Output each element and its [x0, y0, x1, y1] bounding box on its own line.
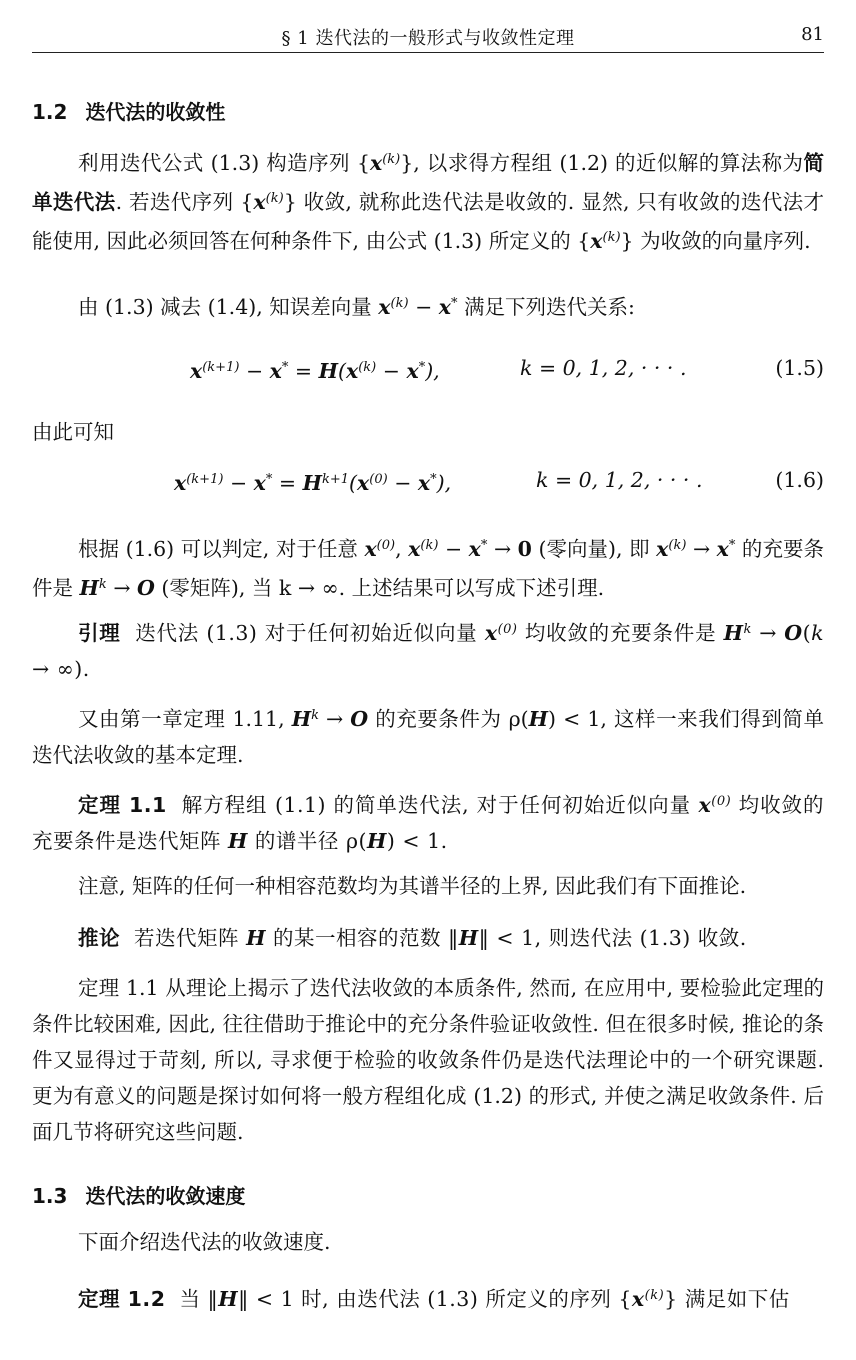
- section-heading-1-3: [32, 1180, 245, 1209]
- paragraph-7: 定理 1.1 从理论上揭示了迭代法收敛的本质条件, 然而, 在应用中, 要检验此定理的条件比较困难, 因此, 往往借助于推论中的充分条件验证收敛性. 但在很多时候, 推论的条件又显得过于苛刻, 所以, 寻求便于检验的收敛条件仍是迭代法理论中的一个研究课题. 更为有意义的问题是探讨如何将一般方程组化成 (1.2) 的形式, 并使之满足收敛条件. 后面几节将研究这些问题.: [32, 976, 824, 1144]
- section-title: 迭代法的收敛速度: [85, 1184, 246, 1208]
- theorem-1-1: 定理 1.1 解方程组 (1.1) 的简单迭代法, 对于任何初始近似向量 $x^{(0)}$ 均收敛的充要条件是迭代矩阵 H 的谱半径 ρ(H) < 1.: [32, 793, 824, 853]
- equation-expression: $x^{(k+1)} - x^* = H(x^{(k)} - x^*)$,: [190, 359, 440, 383]
- equation-number: (1.6): [775, 468, 824, 492]
- corollary-label: 推论: [78, 926, 120, 950]
- equation-number: (1.5): [775, 356, 824, 380]
- lemma-label: 引理: [78, 621, 121, 645]
- theorem-1-2: 定理 1.2 当 ‖H‖ < 1 时, 由迭代法 (1.3) 所定义的序列 $\{x^{(k)}\}$ 满足如下估: [78, 1287, 790, 1311]
- theorem-label: 定理 1.2: [78, 1287, 166, 1311]
- equation-1-6: $x^{(k+1)} - x^* = H^{k+1}(x^{(0)} - x^*)$, k = 0, 1, 2, · · · . (1.6): [32, 460, 824, 500]
- section-title: 迭代法的收敛性: [85, 100, 226, 124]
- section-number: 1.3: [32, 1184, 68, 1208]
- page-number: 81: [801, 24, 824, 45]
- running-header: [32, 22, 824, 53]
- equation-1-5: $x^{(k+1)} - x^* = H(x^{(k)} - x^*)$, k = 0, 1, 2, · · · . (1.5): [32, 348, 824, 388]
- term-simple-iteration: 简单迭代法: [32, 151, 824, 214]
- paragraph-8: 下面介绍迭代法的收敛速度.: [78, 1230, 331, 1254]
- paragraph-4: 根据 (1.6) 可以判定, 对于任意 $x^{(0)}$, $x^{(k)} - x^* \to 0$ (零向量), 即 $x^{(k)} \to x^*$ 的充要条件是 $H^k \to O$ (零矩阵), 当 k → ∞. 上述结果可以写成下述引理.: [32, 537, 824, 600]
- paragraph-5: 又由第一章定理 1.11, $H^k \to O$ 的充要条件为 ρ(H) < 1, 这样一来我们得到简单迭代法收敛的基本定理.: [32, 707, 824, 767]
- paragraph-1: 利用迭代公式 (1.3) 构造序列 $\{x^{(k)}\}$, 以求得方程组 (1.2) 的近似解的算法称为简单迭代法. 若迭代序列 $\{x^{(k)}\}$ 收敛, 就称此迭代法是收敛的. 显然, 只有收敛的迭代法才能使用, 因此必须回答在何种条件下, 由公式 (1.3) 所定义的 $\{x^{(k)}\}$ 为收敛的向量序列.: [32, 151, 825, 253]
- theorem-label: 定理 1.1: [78, 793, 167, 817]
- equation-expression: $x^{(k+1)} - x^* = H^{k+1}(x^{(0)} - x^*)$,: [174, 471, 452, 495]
- section-number: 1.2: [32, 100, 68, 124]
- paragraph-2: 由 (1.3) 减去 (1.4), 知误差向量 $x^{(k)} - x^*$ 满足下列迭代关系:: [78, 295, 635, 319]
- corollary: 推论 若迭代矩阵 H 的某一相容的范数 ‖H‖ < 1, 则迭代法 (1.3) 收敛.: [78, 926, 747, 950]
- paragraph-6: 注意, 矩阵的任何一种相容范数均为其谱半径的上界, 因此我们有下面推论.: [78, 874, 747, 898]
- paragraph-3: 由此可知: [32, 420, 114, 444]
- header-title: § 1 迭代法的一般形式与收敛性定理: [281, 28, 575, 49]
- section-heading-1-2: [32, 96, 225, 125]
- lemma: 引理 迭代法 (1.3) 对于任何初始近似向量 $x^{(0)}$ 均收敛的充要条件是 $H^k \to O(k$ → ∞).: [32, 621, 824, 681]
